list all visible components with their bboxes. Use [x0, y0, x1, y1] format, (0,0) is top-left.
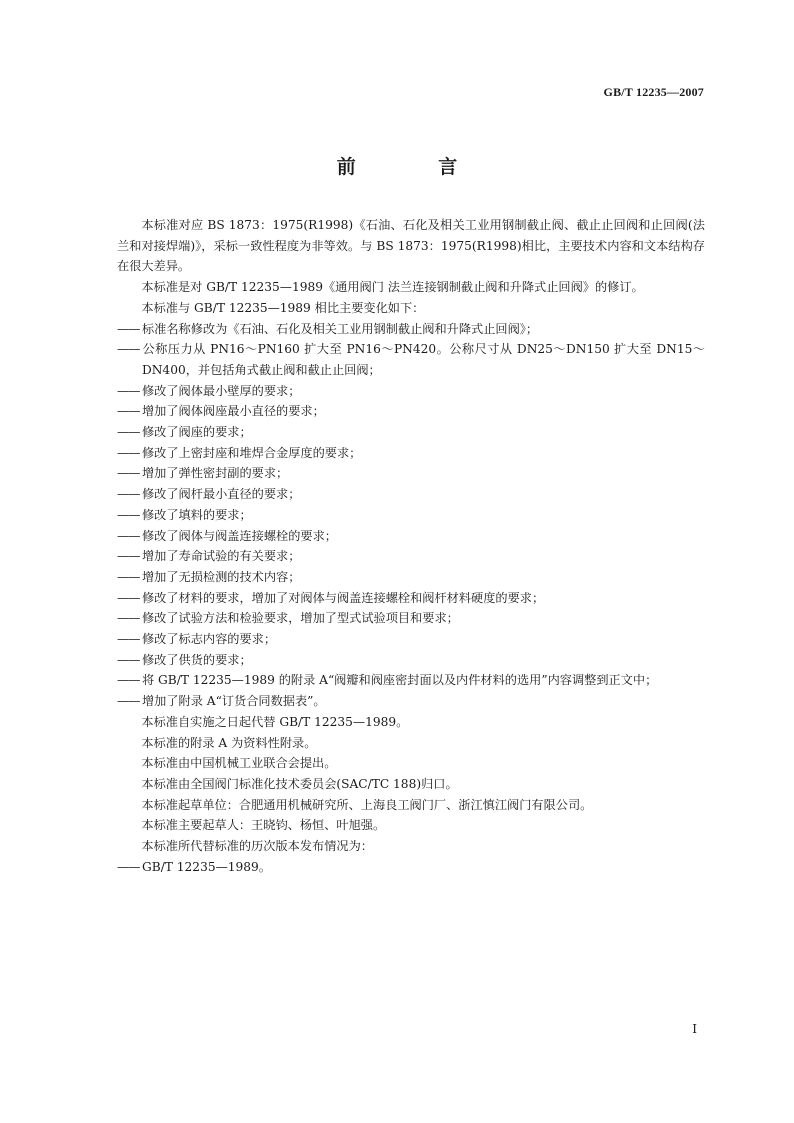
dash-marker: —— [117, 859, 140, 874]
list-item: —— 将 GB/T 12235—1989 的附录 A“阀瓣和阀座密封面以及内件材料的选用”内容调整到正文中； [117, 670, 705, 691]
standard-code: GB/T 12235—2007 [603, 85, 704, 99]
changes-list [117, 319, 705, 712]
list-item: —— 修改了阀杆最小直径的要求； [117, 484, 705, 505]
list-item: —— 增加了阀体阀座最小直径的要求； [117, 401, 705, 422]
dash-marker: —— [117, 425, 140, 440]
dash-marker: —— [117, 321, 140, 336]
dash-marker: —— [117, 569, 140, 584]
document-body [117, 215, 705, 878]
list-item: —— 增加了寿命试验的有关要求； [117, 546, 705, 567]
dash-marker: —— [117, 466, 140, 481]
replacement-paragraph: 本标准自实施之日起代替 GB/T 12235—1989。 [141, 714, 409, 729]
dash-marker: —— [117, 507, 140, 522]
dash-marker: —— [117, 652, 140, 667]
dash-marker: —— [117, 549, 140, 564]
list-item: —— 标准名称修改为《石油、石化及相关工业用钢制截止阀和升降式止回阀》； [117, 319, 705, 340]
list-item: —— 修改了材料的要求，增加了对阀体与阀盖连接螺栓和阀杆材料硬度的要求； [117, 588, 705, 609]
dash-marker: —— [117, 342, 140, 357]
proposer-paragraph: 本标准由中国机械工业联合会提出。 [141, 756, 337, 771]
list-item: —— 修改了阀体最小壁厚的要求； [117, 381, 705, 402]
appendix-paragraph: 本标准的附录 A 为资料性附录。 [141, 735, 317, 750]
changes-intro-paragraph: 本标准与 GB/T 12235—1989 相比主要变化如下： [141, 300, 425, 315]
list-item: —— 增加了附录 A“订货合同数据表”。 [117, 691, 705, 712]
committee-paragraph: 本标准由全国阀门标准化技术委员会(SAC/TC 188)归口。 [141, 776, 458, 791]
list-item: —— 修改了上密封座和堆焊合金厚度的要求； [117, 443, 705, 464]
list-item: —— 修改了阀体与阀盖连接螺栓的要求； [117, 526, 705, 547]
dash-marker: —— [117, 404, 140, 419]
dash-marker: —— [117, 487, 140, 502]
list-item: —— 修改了试验方法和检验要求，增加了型式试验项目和要求； [117, 608, 705, 629]
drafters-paragraph: 本标准主要起草人：王晓钧、杨恒、叶旭强。 [141, 818, 386, 833]
list-item: —— 修改了阀座的要求； [117, 422, 705, 443]
dash-marker: —— [117, 590, 140, 605]
dash-marker: —— [117, 528, 140, 543]
drafting-units-paragraph: 本标准起草单位：合肥通用机械研究所、上海良工阀门厂、浙江慎江阀门有限公司。 [141, 797, 593, 812]
dash-marker: —— [117, 383, 140, 398]
dash-marker: —— [117, 673, 140, 688]
list-item: —— 修改了填料的要求； [117, 505, 705, 526]
dash-marker: —— [117, 611, 140, 626]
list-item: —— 增加了无损检测的技术内容； [117, 567, 705, 588]
page-title: 前 言 [336, 156, 496, 178]
list-item: —— 公称压力从 PN16～PN160 扩大至 PN16～PN420。公称尺寸从 DN25～DN150 扩大至 DN15～DN400，并包括角式截止阀和截止止回阀； [117, 339, 705, 380]
list-item: —— 修改了标志内容的要求； [117, 629, 705, 650]
dash-marker: —— [117, 445, 140, 460]
intro-paragraph: 本标准对应 BS 1873：1975(R1998)《石油、石化及相关工业用钢制截止阀、截止止回阀和止回阀(法兰和对接焊端)》，采标一致性程度为非等效。与 BS 1873：1975(R1998)相比，主要技术内容和文本结构存在很大差异。 [117, 218, 705, 274]
revision-paragraph: 本标准是对 GB/T 12235—1989《通用阀门 法兰连接钢制截止阀和升降式止回阀》的修订。 [141, 280, 644, 295]
list-item: —— 修改了供货的要求； [117, 650, 705, 671]
history-intro-paragraph: 本标准所代替标准的历次版本发布情况为： [141, 839, 373, 854]
dash-marker: —— [117, 632, 140, 647]
list-item: —— 增加了弹性密封副的要求； [117, 463, 705, 484]
dash-marker: —— [117, 694, 140, 709]
page-number: I [692, 1022, 697, 1036]
history-item: —— GB/T 12235—1989。 [117, 857, 705, 878]
